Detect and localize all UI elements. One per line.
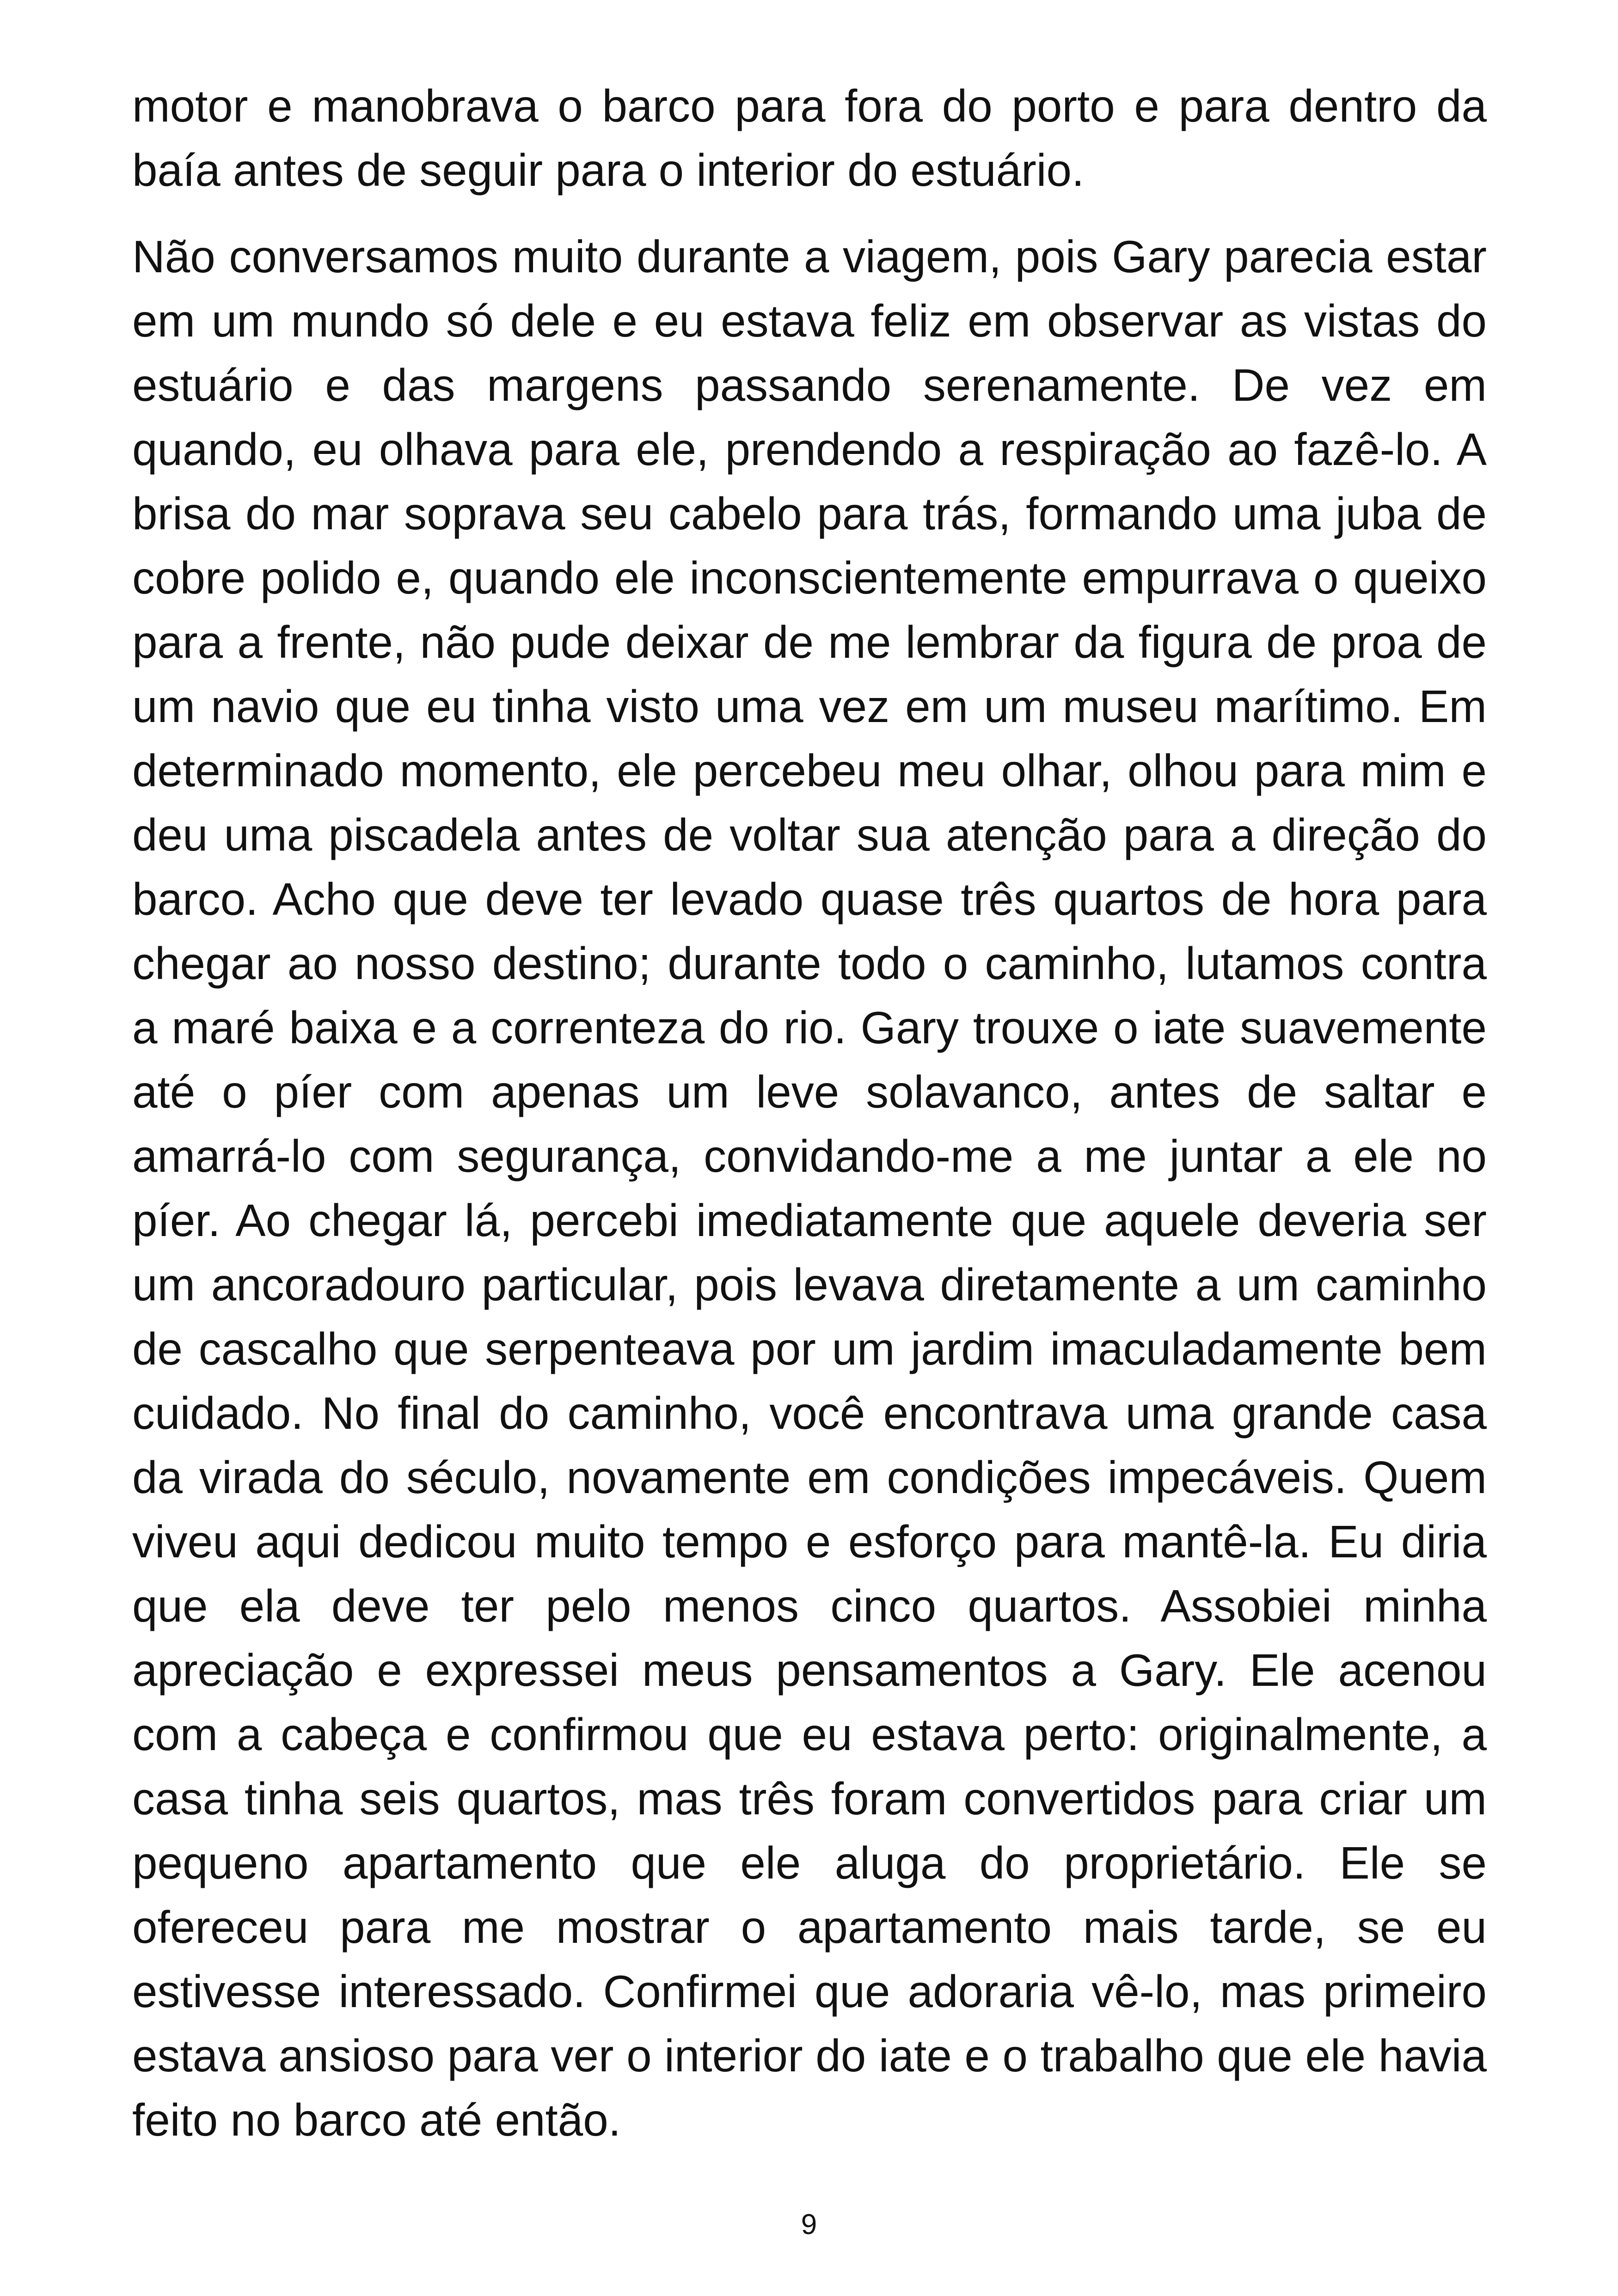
page-number: 9: [801, 2209, 817, 2241]
paragraph-continuation: motor e manobrava o barco para fora do porto e para dentro da baía antes de seguir para o interior do estuário.: [132, 80, 1487, 196]
body-text: [132, 74, 1487, 2152]
paragraph-main: Não conversamos muito durante a viagem, pois Gary parecia estar em um mundo só dele e eu estava feliz em observar as vistas do estuário e das margens passando serenamente. De vez em quando, eu olhava para ele, prendendo a respiração ao fazê-lo. A brisa do mar soprava seu cabelo para trás, formando uma juba de cobre polido e, quando ele inconscientemente empurrava o queixo para a frente, não pude deixar de me lembrar da figura de proa de um navio que eu tinha visto uma vez em um museu marítimo. Em determinado momento, ele percebeu meu olhar, olhou para mim e deu uma piscadela antes de voltar sua atenção para a direção do barco. Acho que deve ter levado quase três quartos de hora para chegar ao nosso destino; durante todo o caminho, lutamos contra a maré baixa e a correnteza do rio. Gary trouxe o iate suavemente até o píer com apenas um leve solavanco, antes de saltar e amarrá-lo com segurança, convidando-me a me juntar a ele no píer. Ao chegar lá, percebi imediatamente que aquele deveria ser um ancoradouro particular, pois levava diretamente a um caminho de cascalho que serpenteava por um jardim imaculadamente bem cuidado. No final do caminho, você encontrava uma grande casa da virada do século, novamente em condições impecáveis. Quem viveu aqui dedicou muito tempo e esforço para mantê-la. Eu diria que ela deve ter pelo menos cinco quartos. Assobiei minha apreciação e expressei meus pensamentos a Gary. Ele acenou com a cabeça e confirmou que eu estava perto: originalmente, a casa tinha seis quartos, mas três foram convertidos para criar um pequeno apartamento que ele aluga do proprietário. Ele se ofereceu para me mostrar o apartamento mais tarde, se eu estivesse interessado. Confirmei que adoraria vê-lo, mas primeiro estava ansioso para ver o interior do iate e o trabalho que ele havia feito no barco até então.: [132, 231, 1487, 2145]
